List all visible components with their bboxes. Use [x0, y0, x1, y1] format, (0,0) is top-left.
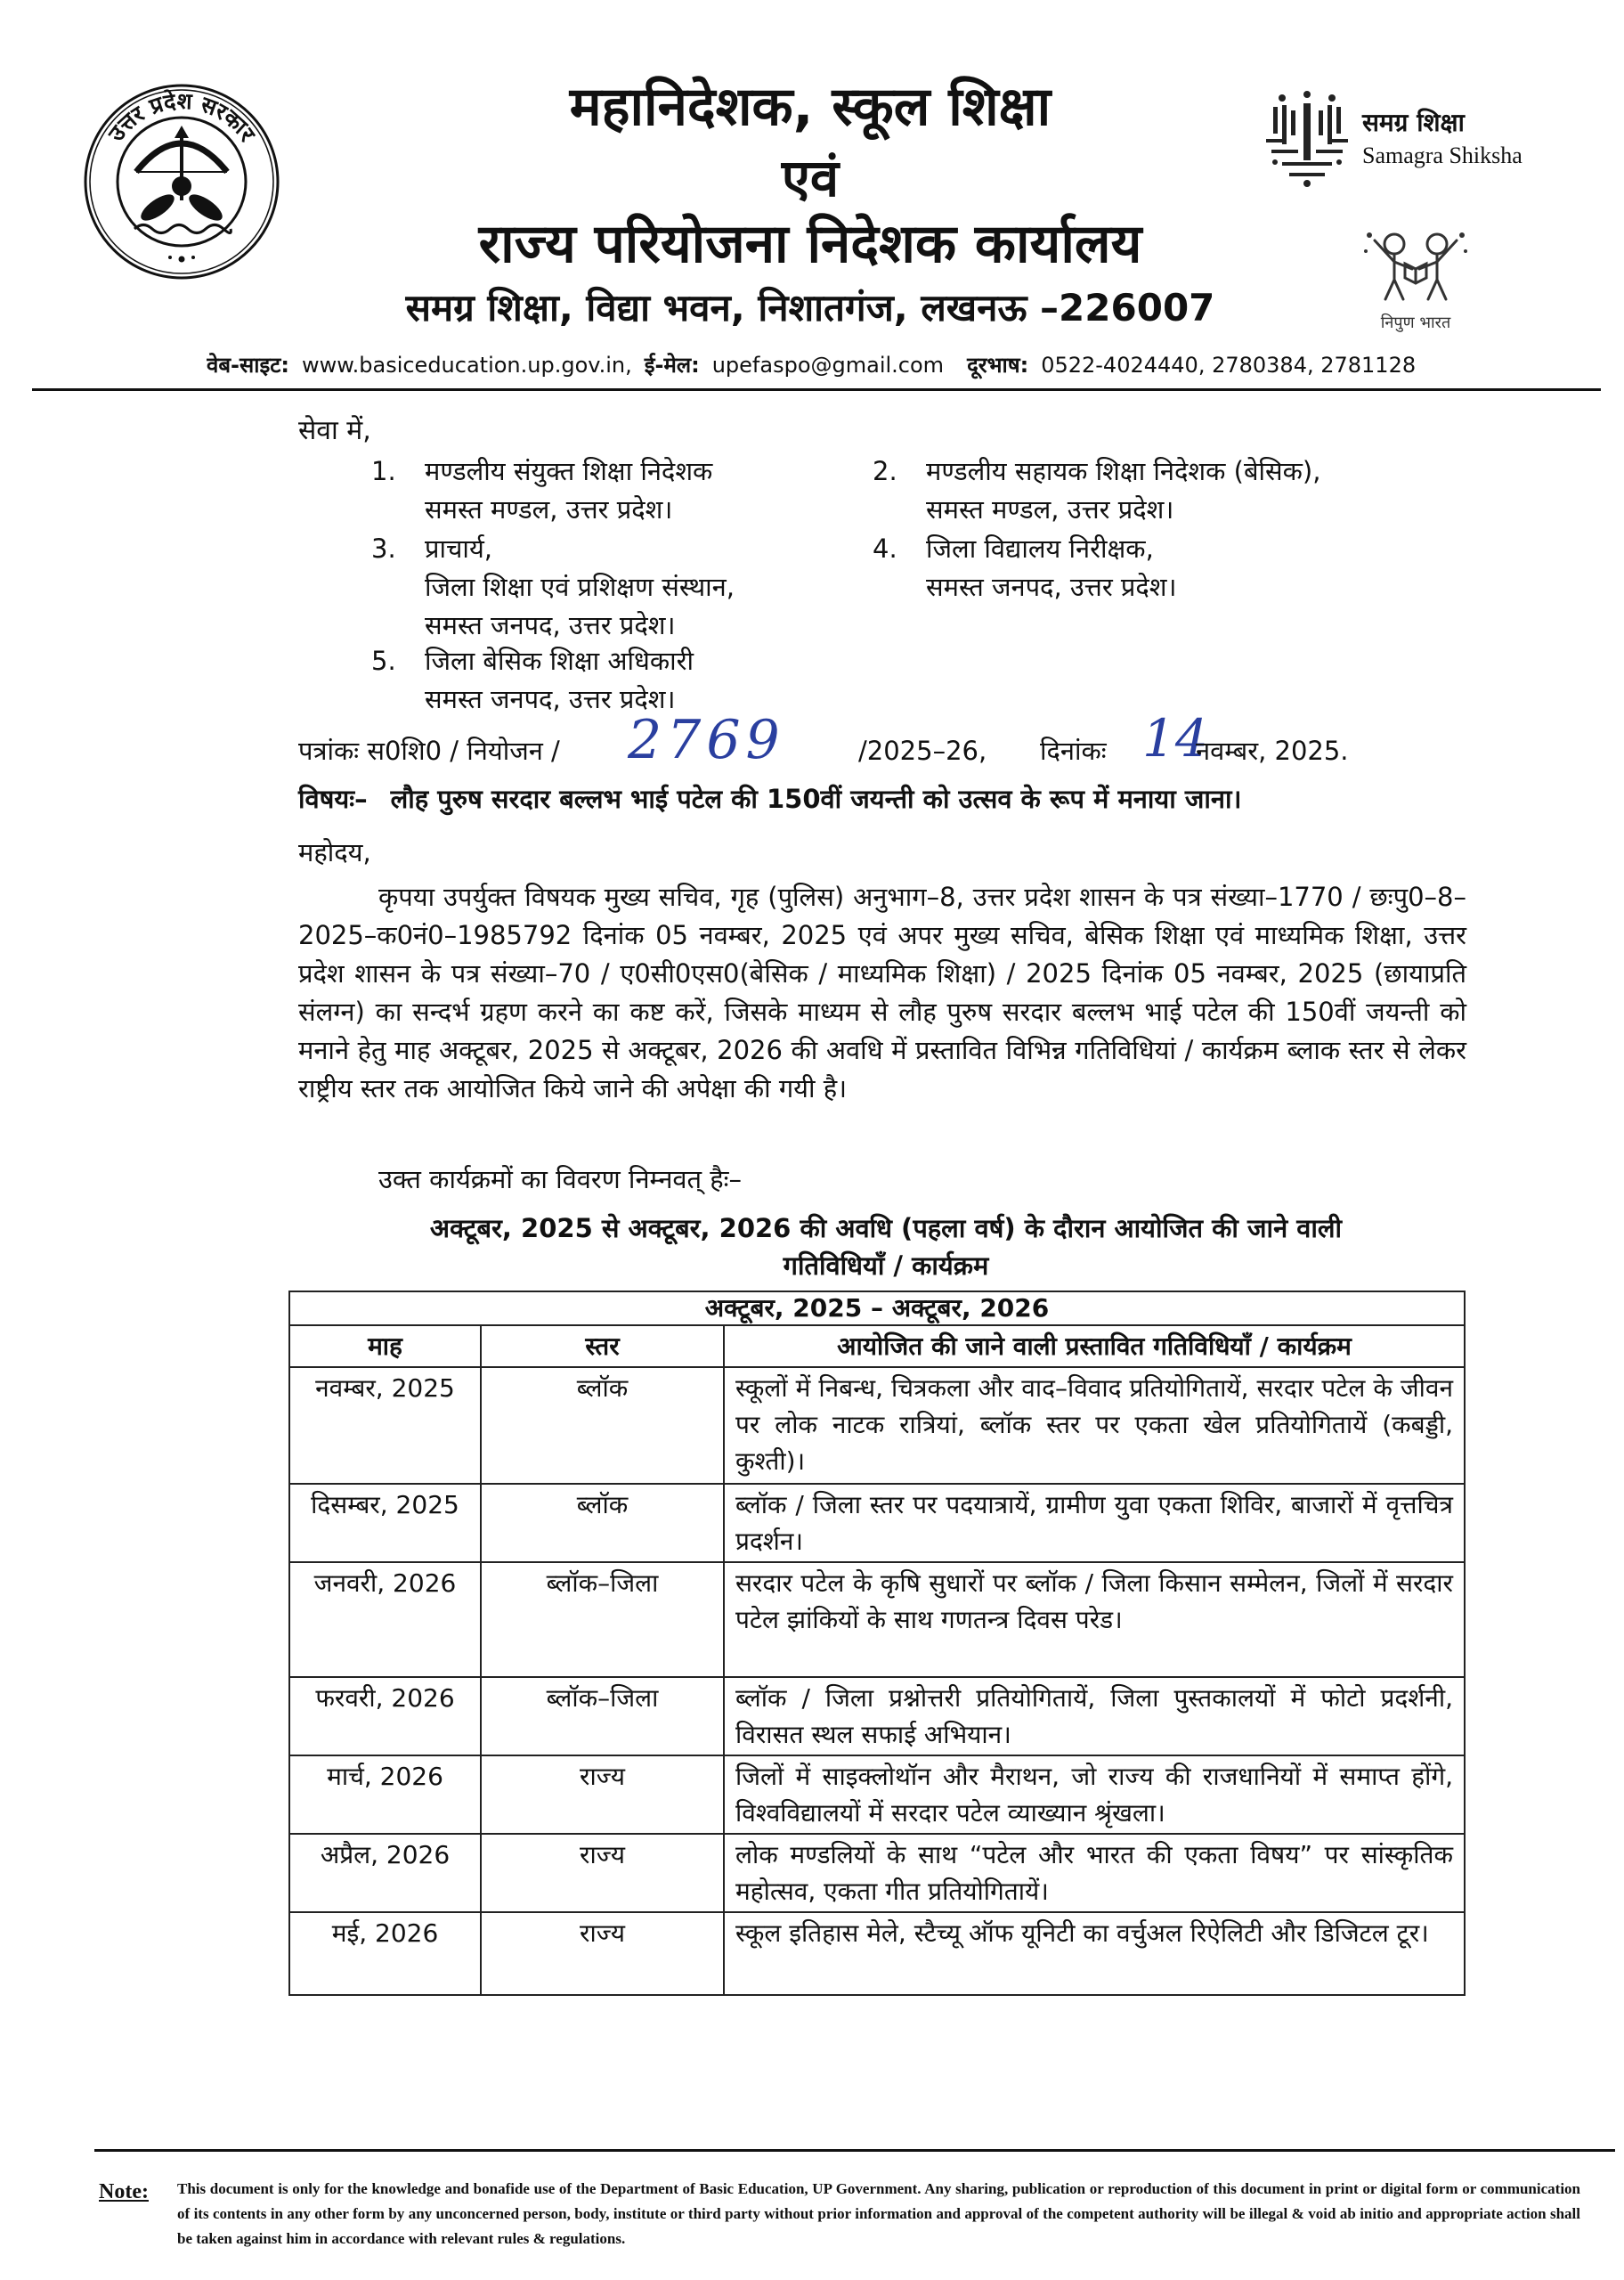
addressee-number: 5. — [371, 646, 396, 676]
footer-divider — [94, 2149, 1615, 2152]
programme-intro: उक्त कार्यक्रमों का विवरण निम्नवत् हैः– — [378, 1164, 743, 1194]
table-heading — [356, 1209, 1416, 1284]
addressee-line: समस्त मण्डल, उत्तर प्रदेश। — [425, 494, 673, 525]
cell-level: राज्य — [481, 1912, 724, 1995]
office-title-line1-text: महानिदेशक, स्कूल शिक्षा — [569, 76, 1052, 138]
addressee-line: प्राचार्य, — [425, 533, 492, 564]
addressee-line: जिला शिक्षा एवं प्रशिक्षण संस्थान, — [425, 572, 735, 602]
office-title-line2-text: एवं — [781, 148, 840, 208]
addressee-number: 4. — [873, 533, 897, 564]
addressee-line: समस्त मण्डल, उत्तर प्रदेश। — [926, 494, 1174, 525]
email-label: ई-मेल: — [644, 353, 700, 378]
date-month-year: नवम्बर, 2025. — [1196, 736, 1349, 766]
office-address — [365, 281, 1255, 335]
cell-activities: सरदार पटेल के कृषि सुधारों पर ब्लॉक / जिला किसान सम्मेलन, जिलों में सरदार पटेल झांकियों के साथ गणतन्त्र दिवस परेड। — [724, 1562, 1465, 1677]
cell-level: ब्लॉक — [481, 1484, 724, 1562]
website-url: www.basiceducation.up.gov.in, — [301, 353, 632, 378]
cell-activities: स्कूलों में निबन्ध, चित्रकला और वाद–विवाद प्रतियोगितायें, सरदार पटेल के जीवन पर लोक नाटक रात्रियां, ब्लॉक स्तर पर एकता खेल प्रतियोगितायें (कबड्डी, कुश्ती)। — [724, 1367, 1465, 1484]
table-row — [289, 1484, 1465, 1562]
samagra-logo-english: Samagra Shiksha — [1362, 142, 1522, 168]
cell-month: नवम्बर, 2025 — [289, 1367, 481, 1484]
office-title-line3 — [365, 207, 1255, 281]
addressee-line: जिला बेसिक शिक्षा अधिकारी — [425, 646, 694, 676]
footer-note-text: This document is only for the knowledge and bonafide use of the Department of Basic Education, UP Government. Any sharing, publication or reproduction of this document in print or digital form or communication of its contents in any other form by any unconcerned person, body, institute or third party without prior information and approval of the competent authority will be illegal & void ab initio and appropriate action shall be taken against him in accordance with relevant rules & regulations. — [177, 2180, 1580, 2247]
cell-level: ब्लॉक–जिला — [481, 1677, 724, 1755]
column-header-level: स्तर — [481, 1325, 724, 1367]
column-header-activities: आयोजित की जाने वाली प्रस्तावित गतिविधियाँ / कार्यक्रम — [724, 1325, 1465, 1367]
addressee-line: समस्त जनपद, उत्तर प्रदेश। — [425, 684, 676, 714]
contact-line — [207, 347, 1596, 383]
table-header-row — [289, 1325, 1465, 1367]
cell-month: मार्च, 2026 — [289, 1755, 481, 1834]
table-row — [289, 1912, 1465, 1995]
cell-activities: जिलों में साइक्लोथॉन और मैराथन, जो राज्य की राजधानियों में समाप्त होंगे, विश्वविद्यालयों में सरदार पटेल व्याख्यान श्रृंखला। — [724, 1755, 1465, 1834]
up-emblem-icon — [83, 83, 280, 281]
website-label: वेब-साइट: — [207, 353, 289, 378]
office-title-line2 — [365, 144, 1255, 212]
nipun-bharat-logo-text: निपुण भारत — [1380, 314, 1451, 332]
table-period-header: अक्टूबर, 2025 – अक्टूबर, 2026 — [289, 1291, 1465, 1325]
cell-month: जनवरी, 2026 — [289, 1562, 481, 1677]
addressee-number: 2. — [873, 456, 897, 486]
office-title-line1 — [365, 69, 1255, 144]
column-header-month: माह — [289, 1325, 481, 1367]
footer-note-label: Note: — [99, 2180, 149, 2203]
date-label: दिनांकः — [1040, 736, 1107, 766]
table-row — [289, 1367, 1465, 1484]
subject-text: लौह पुरुष सरदार बल्लभ भाई पटेल की 150वीं जयन्ती को उत्सव के रूप में मनाया जाना। — [390, 784, 1242, 814]
programme-table — [288, 1291, 1466, 1996]
addressee-line: समस्त जनपद, उत्तर प्रदेश। — [926, 572, 1177, 602]
up-government-seal — [83, 83, 280, 281]
phone-numbers: 0522-4024440, 2780384, 2781128 — [1041, 353, 1417, 378]
cell-month: मई, 2026 — [289, 1912, 481, 1995]
subject-line — [298, 780, 1241, 818]
seal-text: उत्तर प्रदेश सरकार — [102, 87, 261, 147]
letter-session: /2025–26, — [858, 736, 987, 766]
cell-month: दिसम्बर, 2025 — [289, 1484, 481, 1562]
cell-level: ब्लॉक–जिला — [481, 1562, 724, 1677]
samagra-shiksha-logo-icon — [1263, 87, 1352, 189]
table-row — [289, 1562, 1465, 1677]
email-address: upefaspo@gmail.com — [711, 353, 945, 378]
cell-activities: ब्लॉक / जिला स्तर पर पदयात्रायें, ग्रामीण युवा एकता शिविर, बाजारों में वृत्तचित्र प्रदर्शन। — [724, 1484, 1465, 1562]
cell-activities: स्कूल इतिहास मेले, स्टैच्यू ऑफ यूनिटी का वर्चुअल रिऐलिटी और डिजिटल टूर। — [724, 1912, 1465, 1995]
cell-level: राज्य — [481, 1834, 724, 1912]
cell-activities: लोक मण्डलियों के साथ “पटेल और भारत की एकता विषय” पर सांस्कृतिक महोत्सव, एकता गीत प्रतियोगितायें। — [724, 1834, 1465, 1912]
addressee-number: 1. — [371, 456, 396, 486]
table-row — [289, 1755, 1465, 1834]
office-address-text: समग्र शिक्षा, विद्या भवन, निशातगंज, लखनऊ –226007 — [405, 286, 1215, 330]
table-row — [289, 1677, 1465, 1755]
cell-level: राज्य — [481, 1755, 724, 1834]
body-paragraph: कृपया उपर्युक्त विषयक मुख्य सचिव, गृह (पुलिस) अनुभाग–8, उत्तर प्रदेश शासन के पत्र संख्या–1770 / छःपु0–8–2025–क0नं0–1985792 दिनांक 05 नवम्बर, 2025 एवं अपर मुख्य सचिव, बेसिक शिक्षा एवं माध्यमिक शिक्षा, उत्तर प्रदेश शासन के पत्र संख्या–70 / ए0सी0एस0(बेसिक / माध्यमिक शिक्षा) / 2025 दिनांक 05 नवम्बर, 2025 (छायाप्रति संलग्न) का सन्दर्भ ग्रहण करने का कष्ट करें, जिसके माध्यम से लौह पुरुष सरदार बल्लभ भाई पटेल की 150वीं जयन्ती को मनाने हेतु माह अक्टूबर, 2025 से अक्टूबर, 2026 की अवधि में प्रस्तावित विभिन्न गतिविधियां / कार्यक्रम ब्लाक स्तर से लेकर राष्ट्रीय स्तर तक आयोजित किये जाने की अपेक्षा की गयी है। — [298, 882, 1466, 1103]
nipun-bharat-logo-icon — [1360, 224, 1472, 306]
date-day-handwritten: 14 — [1142, 708, 1208, 769]
subject-label: विषयः– — [298, 784, 368, 814]
cell-month: फरवरी, 2026 — [289, 1677, 481, 1755]
table-row — [289, 1834, 1465, 1912]
salutation: महोदय, — [298, 837, 371, 867]
cell-level: ब्लॉक — [481, 1367, 724, 1484]
cell-month: अप्रैल, 2026 — [289, 1834, 481, 1912]
letter-number-handwritten: 2769 — [628, 709, 785, 771]
samagra-logo-hindi: समग्र शिक्षा — [1362, 108, 1465, 137]
header-divider — [32, 388, 1601, 391]
addressee-line: मण्डलीय संयुक्त शिक्षा निदेशक — [425, 456, 713, 486]
addressee-line: मण्डलीय सहायक शिक्षा निदेशक (बेसिक), — [926, 456, 1321, 486]
table-period-row — [289, 1291, 1465, 1325]
addressee-intro: सेवा में, — [298, 415, 371, 446]
addressee-number: 3. — [371, 533, 396, 564]
addressee-line: समस्त जनपद, उत्तर प्रदेश। — [425, 610, 676, 640]
table-heading-line1: अक्टूबर, 2025 से अक्टूबर, 2026 की अवधि (पहला वर्ष) के दौरान आयोजित की जाने वाली — [429, 1213, 1343, 1243]
cell-activities: ब्लॉक / जिला प्रश्नोत्तरी प्रतियोगितायें, जिला पुस्तकालयों में फोटो प्रदर्शनी, विरासत स्थल सफाई अभियान। — [724, 1677, 1465, 1755]
table-heading-line2: गतिविधियाँ / कार्यक्रम — [783, 1250, 989, 1281]
addressee-line: जिला विद्यालय निरीक्षक, — [926, 533, 1154, 564]
office-title-line3-text: राज्य परियोजना निदेशक कार्यालय — [478, 213, 1142, 275]
phone-label: दूरभाष: — [967, 353, 1029, 378]
letter-number-label: पत्रांकः स0शि0 / नियोजन / — [298, 736, 560, 766]
